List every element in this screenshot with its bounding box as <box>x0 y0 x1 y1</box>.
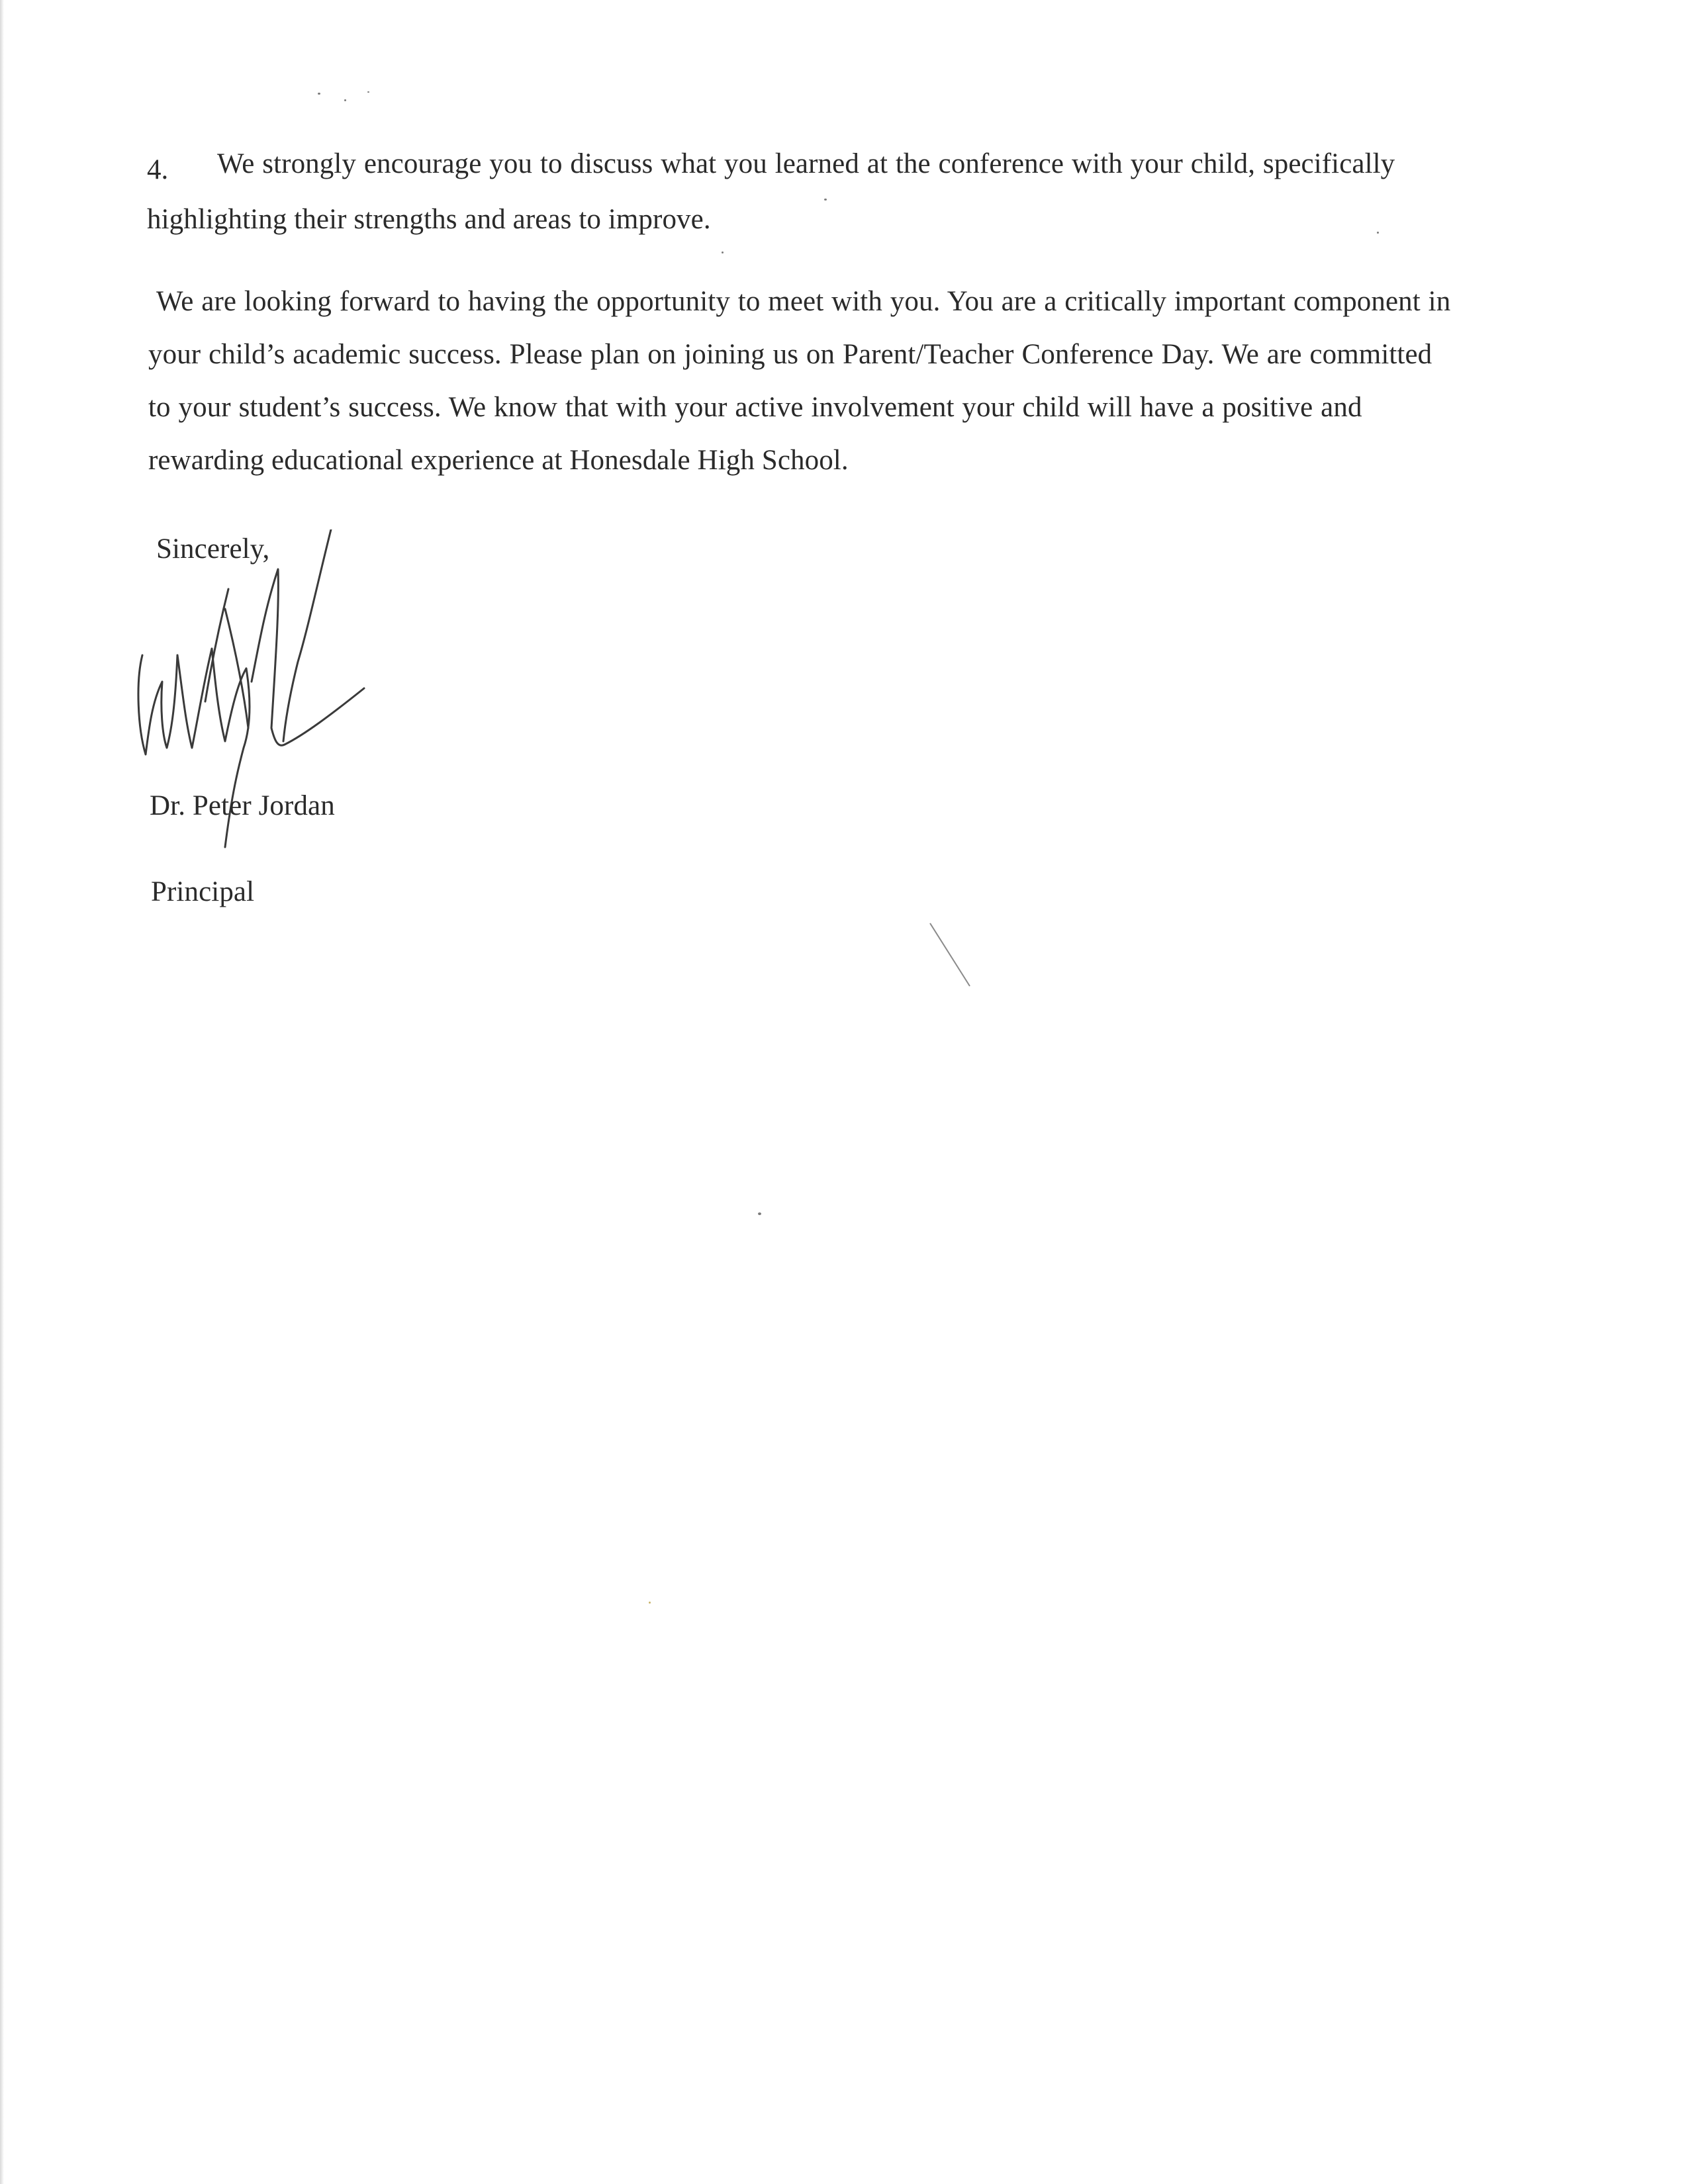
scan-speck <box>318 93 320 95</box>
valediction: Sincerely, <box>156 533 270 565</box>
scan-speck <box>1377 232 1379 234</box>
closing-paragraph-line-3: to your student’s success. We know that with your active involvement your child will have a positive and <box>148 392 1362 423</box>
scan-speck <box>367 91 369 93</box>
scan-speck <box>722 251 724 253</box>
signer-title: Principal <box>151 876 255 907</box>
item-4-line-2: highlighting their strengths and areas to improve. <box>147 204 711 235</box>
item-4-line-1: We strongly encourage you to discuss what you learned at the conference with your child, specifically <box>217 148 1395 179</box>
scan-speck <box>344 99 346 101</box>
scan-speck <box>824 199 827 201</box>
signer-name: Dr. Peter Jordan <box>150 790 335 821</box>
closing-paragraph-line-2: your child’s academic success. Please plan on joining us on Parent/Teacher Conference Day. We are committed <box>148 339 1432 370</box>
scan-speck <box>649 1602 651 1604</box>
scan-shadow-edge <box>0 0 4 2184</box>
list-item-number: 4. <box>147 154 169 185</box>
closing-paragraph-line-1: We are looking forward to having the opportunity to meet with you. You are a critically important component in <box>156 286 1451 317</box>
scan-speck <box>758 1212 761 1215</box>
closing-paragraph-line-4: rewarding educational experience at Honesdale High School. <box>148 445 849 476</box>
scan-scratch-mark <box>927 920 980 993</box>
